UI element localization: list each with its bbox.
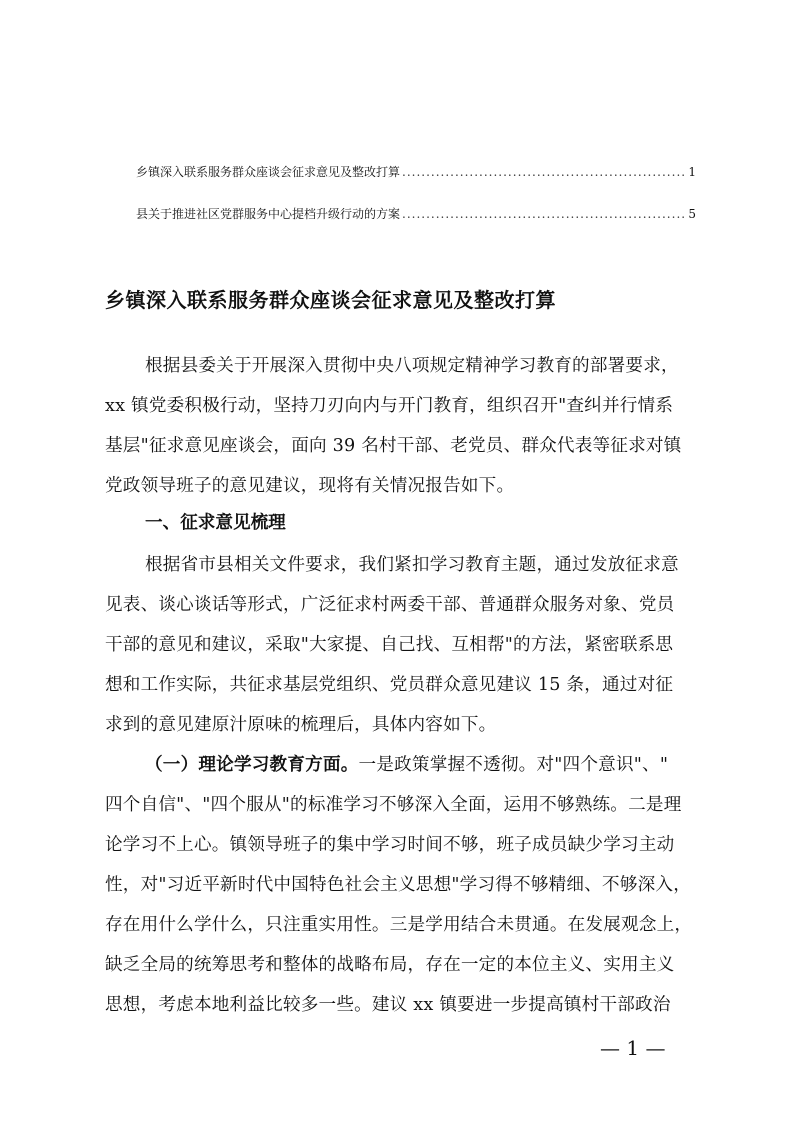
paragraph-line: 想和工作实际，共征求基层党组织、党员群众意见建议 15 条，通过对征	[105, 675, 674, 695]
toc-leader-dots	[402, 206, 686, 222]
toc-page-number: 5	[688, 207, 696, 221]
paragraph-line: 性，对"习近平新时代中国特色社会主义思想"学习得不够精细、不够深入，	[105, 875, 691, 895]
paragraph-line: 根据省市县相关文件要求，我们紧扣学习教育主题，通过发放征求意	[145, 555, 679, 575]
paragraph-line: 见表、谈心谈话等形式，广泛征求村两委干部、普通群众服务对象、党员	[105, 595, 675, 615]
toc-page-number: 1	[688, 165, 696, 179]
paragraph-line: 根据县委关于开展深入贯彻中央八项规定精神学习教育的部署要求，	[145, 356, 679, 376]
paragraph-line: 存在用什么学什么，只注重实用性。三是学用结合未贯通。在发展观念上，	[105, 915, 693, 935]
section-heading: 一、征求意见梳理	[145, 513, 286, 533]
subsection-label: （一）理论学习教育方面。	[145, 755, 359, 775]
paragraph-line: 缺乏全局的统筹思考和整体的战略布局，存在一定的本位主义、实用主义	[105, 955, 675, 975]
document-title: 乡镇深入联系服务群众座谈会征求意见及整改打算	[105, 288, 556, 312]
toc-entry[interactable]	[136, 206, 696, 222]
subsection-text: 一是政策掌握不透彻。对"四个意识"、"	[358, 755, 669, 775]
paragraph-line: 党政领导班子的意见建议，现将有关情况报告如下。	[105, 476, 515, 496]
paragraph-line	[145, 753, 695, 777]
paragraph-line: 思想，考虑本地利益比较多一些。建议 xx 镇要进一步提高镇村干部政治	[105, 995, 671, 1015]
paragraph-line: 求到的意见建原汁原味的梳理后，具体内容如下。	[105, 715, 497, 735]
paragraph-line: xx 镇党委积极行动，坚持刀刃向内与开门教育，组织召开"查纠并行情系	[105, 396, 674, 416]
paragraph-line: 干部的意见和建议，采取"大家提、自己找、互相帮"的方法，紧密联系思	[105, 635, 674, 655]
paragraph-line: 论学习不上心。镇领导班子的集中学习时间不够，班子成员缺少学习主动	[105, 835, 675, 855]
toc-leader-dots	[402, 164, 686, 180]
page-number-footer: — 1 —	[600, 1036, 666, 1060]
paragraph-line: 基层"征求意见座谈会，面向 39 名村干部、老党员、群众代表等征求对镇	[105, 436, 682, 456]
toc-entry-text: 乡镇深入联系服务群众座谈会征求意见及整改打算	[136, 165, 401, 179]
paragraph-line: 四个自信"、"四个服从"的标准学习不够深入全面，运用不够熟练。二是理	[105, 795, 682, 815]
toc-entry-text: 县关于推进社区党群服务中心提档升级行动的方案	[136, 207, 401, 221]
toc-entry[interactable]	[136, 164, 696, 180]
